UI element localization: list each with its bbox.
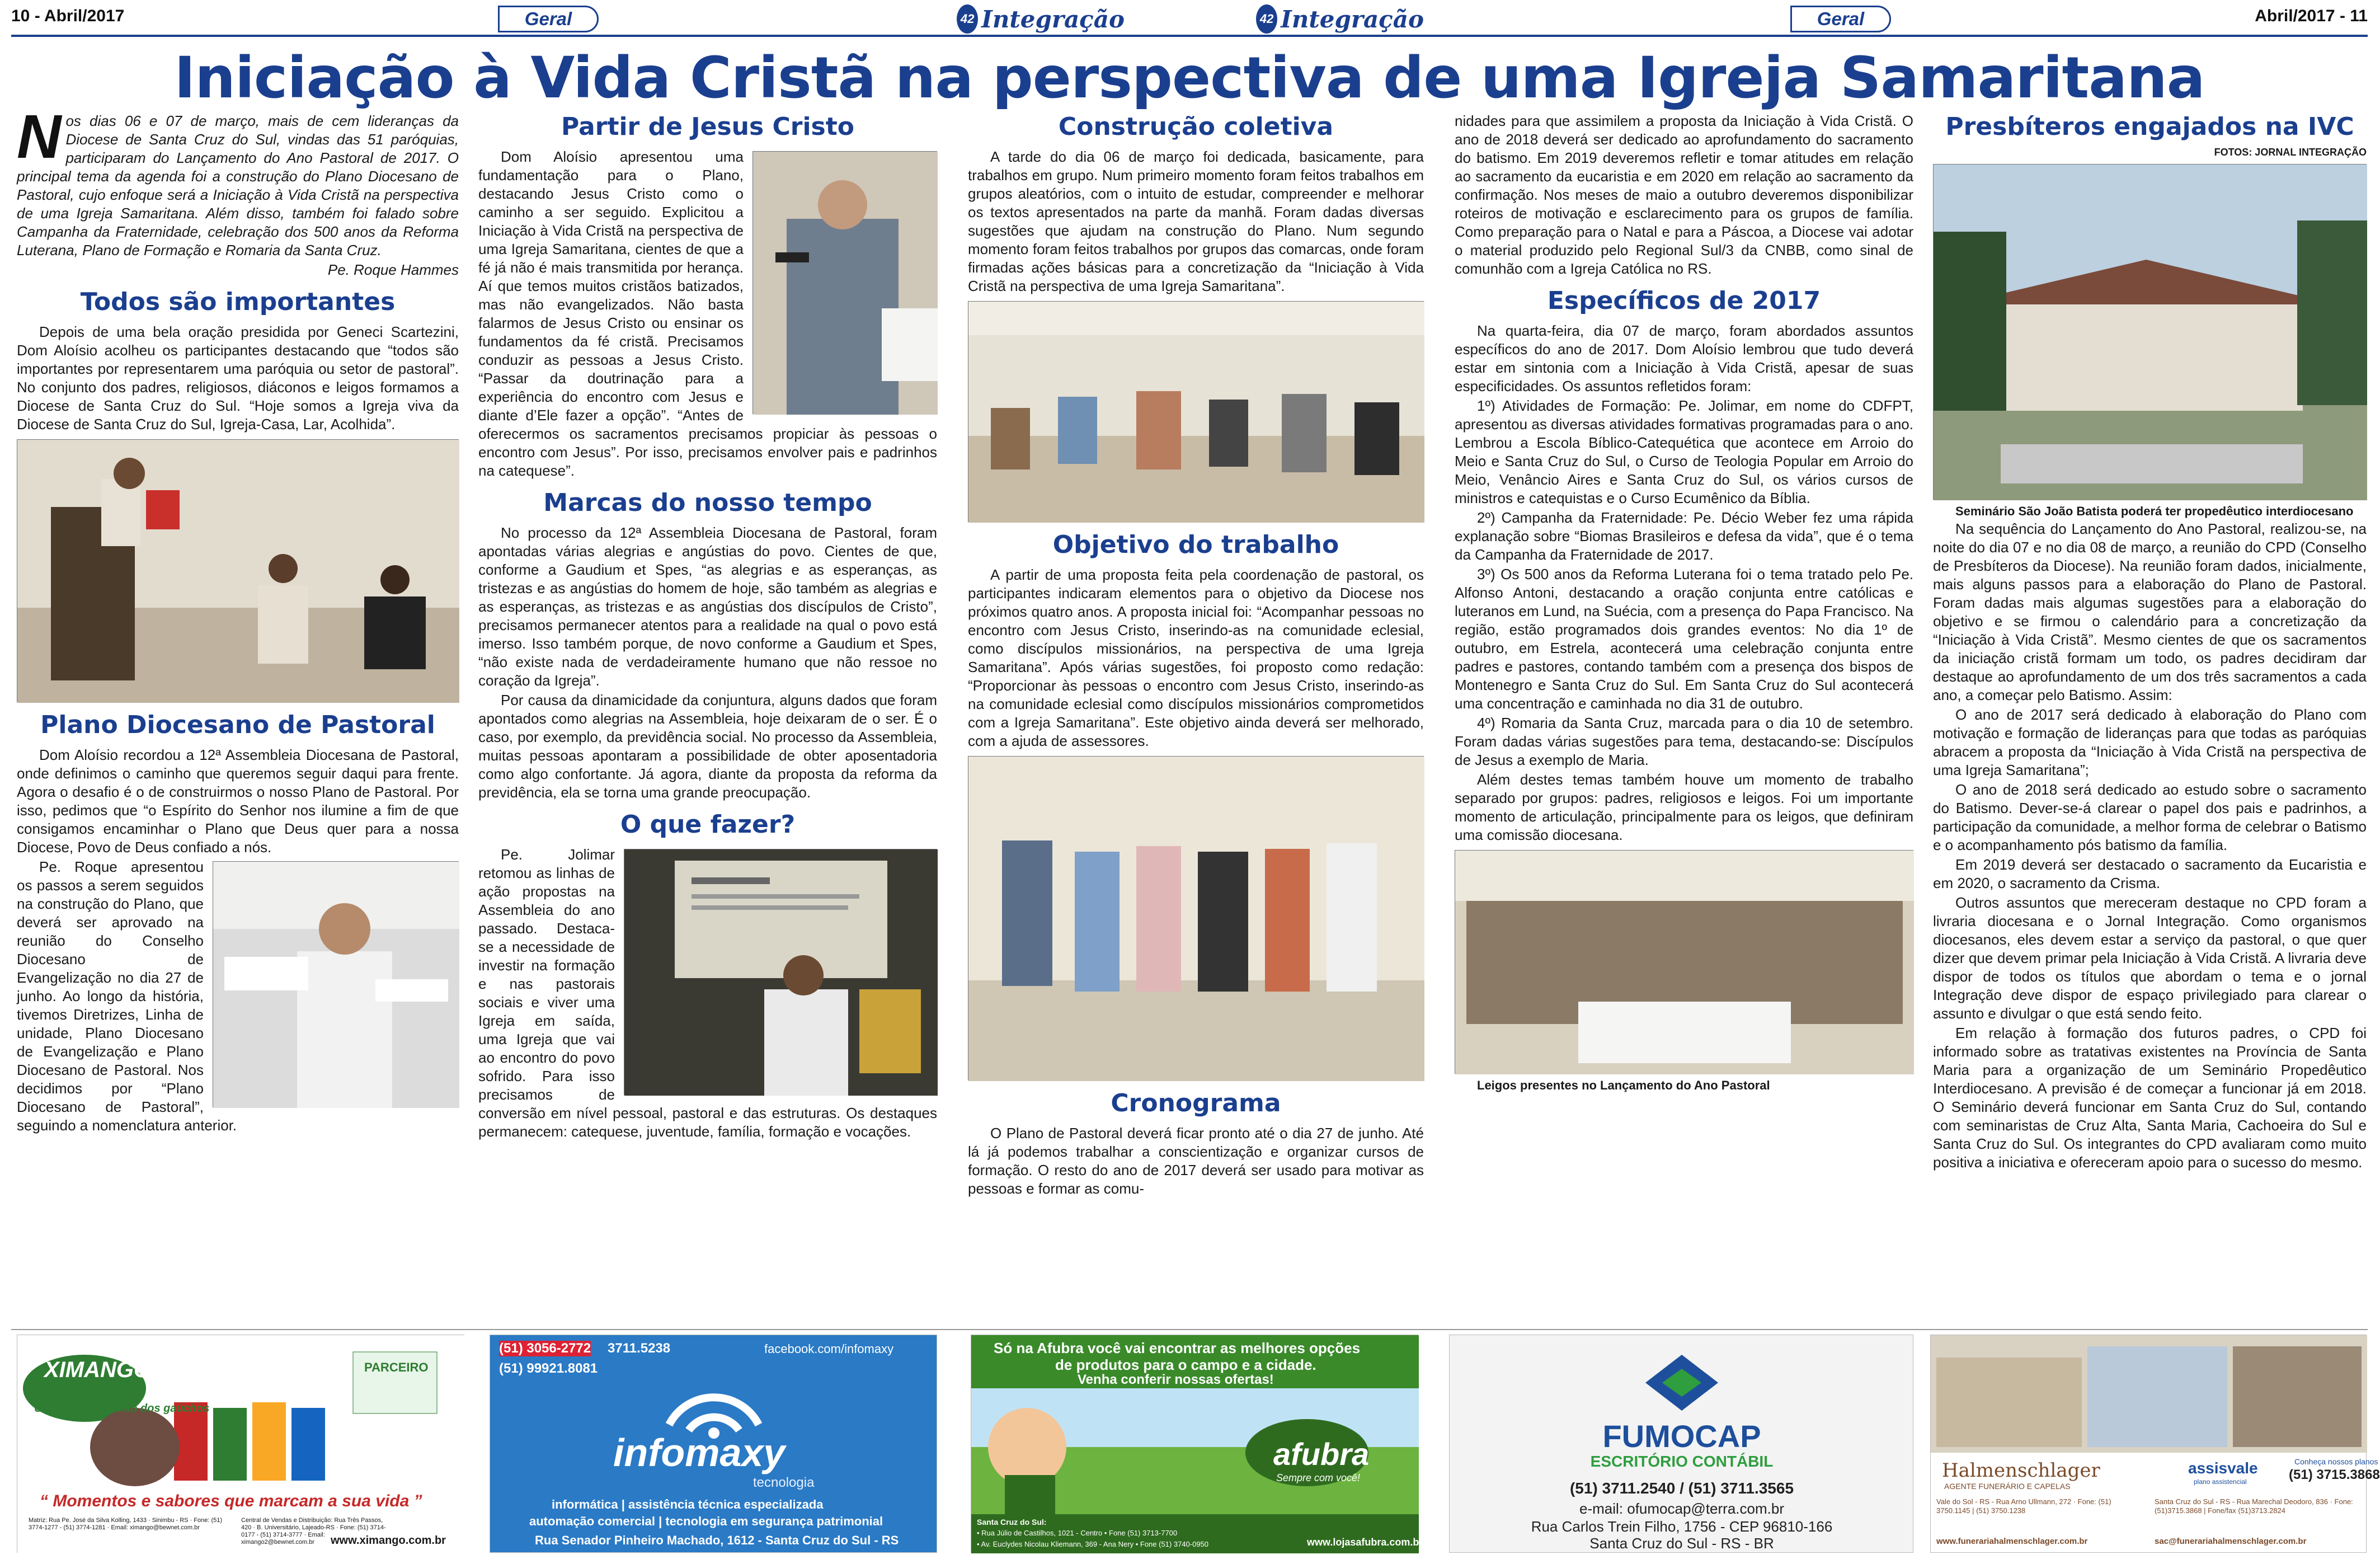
ximango-central: Central de Vendas e Distribuição: Rua Três Passos, 420 · B. Universitário, Lajeado-RS · Fone: (51) 3714-0177 - (51) 3714-3777 · Email: ximango2@bewnet.com.br	[241, 1517, 386, 1546]
paragraph: O ano de 2017 será dedicado à elaboração do Plano com motivação e formação de lideranças para que todas as paróquias abracem a proposta da “Iniciação à Vida Cristã na perspectiva de uma Igreja Samaritana”;	[1933, 706, 2367, 778]
afubra-headline1: Só na Afubra você vai encontrar as melhores opções	[994, 1340, 1361, 1356]
paragraph: Depois de uma bela oração presidida por Geneci Scartezini, Dom Aloísio acolheu os participantes destacando que “todos são importantes por representarem uma paróquia ou setor de pastoral”. No conjunto dos padres, religiosos, diáconos e leigos formamos a Diocese de Santa Cruz do Sul. “Hoje somos a Igreja viva da Diocese de Santa Cruz do Sul, Igreja-Casa, Lar, Acolhida”.	[17, 323, 459, 433]
ximango-tag: Uma grande paixão dos gaúchos	[34, 1402, 210, 1415]
paragraph: 1º) Atividades de Formação: Pe. Jolimar, em nome do CDFPT, apresentou as diversas atividades formativas programadas para o ano. Lembrou a Escola Bíblico-Catequética que acontece em Arroio do Meio e Santa Cruz do Sul, o Curso de Teologia Popular em Arroio do Meio, Venâncio Aires e Santa Cruz do Sul, os vários cursos de ministros e catequistas e o Curso Ecumênico da Bíblia.	[1455, 397, 1913, 506]
paragraph: nidades para que assimilem a proposta da Iniciação à Vida Cristã. O ano de 2018 deverá ser dedicado ao aprofundamento do sacramento do batismo. Em 2019 deveremos refletir e tomar atitudes em relação ao sacramento da eucaristia e em 2020 em relação ao sacramento da confirmação. Nos meses de maio a outubro deveremos disponibilizar roteiros de motivação e esclarecimento para os grupos de família. Como preparação para o Natal e para a Páscoa, a Diocese vai adotar o material produzido pelo Regional Sul/3 da CNBB, como sinal de comunhão com a Igreja Católica no RS.	[1455, 112, 1913, 277]
halmenschlager-brand: Halmenschlager	[1942, 1459, 2100, 1482]
paragraph: Pe. Jolimar retomou as linhas de ação propostas na Assembleia do ano passado. Destaca-se a necessidade de investir na formação e nas pastorais sociais e viver uma Igreja em saída, uma Igreja que vai ao encontro do povo sofrido. Para isso precisamos de conversão em nível pessoal, pastoral e das estruturas. Os destaques permanecem: catequese, juventude, família, formação e vocações.	[478, 846, 937, 1140]
photo-pe-roque	[213, 861, 459, 1107]
halmenschlager-vale: Vale do Sol - RS - Rua Arno Ullmann, 272 · Fone: (51) 3750.1145 | (51) 3750.1238	[1936, 1497, 2111, 1515]
column-2	[478, 112, 937, 1321]
infomaxy-sub: tecnologia	[753, 1475, 815, 1490]
infomaxy-address: Rua Senador Pinheiro Machado, 1612 - Santa Cruz do Sul - RS	[535, 1533, 899, 1547]
fumocap-city: Santa Cruz do Sul - RS - BR	[1589, 1535, 1774, 1552]
anniversary-badge: 42	[1256, 4, 1277, 34]
afubra-brand: afubra	[1273, 1436, 1370, 1472]
infomaxy-line2: automação comercial | tecnologia em segurança patrimonial	[529, 1514, 883, 1528]
afubra-site[interactable]: www.lojasafubra.com.br	[1307, 1537, 1423, 1548]
ximango-slogan: “ Momentos e sabores que marcam a sua vida ”	[40, 1492, 422, 1510]
photo-leigos-group	[1455, 850, 1913, 1074]
paragraph: Em 2019 deverá ser destacado o sacramento da Eucaristia e em 2020, o sacramento da Crisma.	[1933, 856, 2367, 891]
photo-illustration	[1934, 165, 2367, 500]
article-title: Iniciação à Vida Cristã na perspectiva de uma Igreja Samaritana	[174, 45, 2205, 111]
photo-caption: Seminário São João Batista poderá ter propedêutico interdiocesano	[1955, 504, 2354, 518]
photo-illustration	[1455, 851, 1914, 1074]
photo-caption: Leigos presentes no Lançamento do Ano Pastoral	[1477, 1078, 1770, 1092]
fumocap-address: Rua Carlos Trein Filho, 1756 - CEP 96810-166	[1531, 1518, 1833, 1535]
afubra-city: Santa Cruz do Sul:	[977, 1518, 1047, 1527]
ad-halmenschlager[interactable]	[1930, 1335, 2380, 1553]
ads-divider	[11, 1329, 2368, 1330]
photo-group-work	[968, 301, 1424, 522]
lead-text: os dias 06 e 07 de março, mais de cem lideranças da Diocese de Santa Cruz do Sul, vindas das 51 paróquias, participaram do Lançamento do Ano Pastoral de 2017. O principal tema da agenda foi a construção do Plano Diocesano de Pastoral, cujo enfoque será a Iniciação à Vida Cristã na perspectiva de uma Igreja Samaritana. Além disso, também foi falado sobre Campanha da Fraternidade, celebração dos 500 anos da Reforma Luterana, Plano de Formação e Romaria da Santa Cruz.	[17, 112, 459, 259]
paragraph: Na quarta-feira, dia 07 de março, foram abordados assuntos específicos do ano de 2017. Dom Aloísio lembrou que tudo deverá estar em sintonia com a Iniciação à Vida Cristã, apesar de suas especificidades. Os assuntos refletidos foram:	[1455, 322, 1913, 394]
assisvale-brand: assisvale	[2188, 1459, 2258, 1477]
photo-seminary	[1933, 164, 2367, 500]
article-lead	[17, 102, 459, 260]
photo-credit: FOTOS: JORNAL INTEGRAÇÃO	[2214, 147, 2367, 158]
afubra-headline3: Venha conferir nossas ofertas!	[1078, 1372, 1274, 1387]
afubra-headline2: de produtos para o campo e a cidade.	[1055, 1356, 1316, 1373]
subheading-presbiteros: Presbíteros engajados na IVC	[1945, 112, 2354, 141]
photo-illustration	[968, 757, 1424, 1081]
afubra-slogan: Sempre com você!	[1276, 1472, 1361, 1483]
paragraph: Dom Aloísio apresentou uma fundamentação para o Plano, destacando Jesus Cristo como o caminho a ser seguido. Explicitou a Iniciação à Vida Cristã na perspectiva de uma Igreja Samaritana, cientes de que a fé já não é mais transmitida por herança. Aí que temos muitos cristãos batizados, mas não evangelizados. Não basta falarmos de Jesus Cristo ou ensinar os fundamentos da fé cristã. Precisamos conduzir as pessoas a Jesus Cristo. “Passar da doutrinação para a experiência do encontro com Jesus e diante d’Ele fazer a opção”. “Antes de oferecermos os sacramentos precisamos propiciar às pessoas o encontro com Jesus”. Por isso, precisamos envolver pais e padrinhos na catequese”.	[478, 148, 937, 479]
subheading-objetivo: Objetivo do trabalho	[1052, 530, 1339, 559]
wifi-icon	[658, 1380, 770, 1436]
subheading-cronograma: Cronograma	[1111, 1089, 1281, 1117]
paragraph: A partir de uma proposta feita pela coordenação de pastoral, os participantes indicaram elementos para o objetivo da Diocese nos próximos quatro anos. A proposta inicial foi: “Acompanhar pessoas no encontro com Jesus Cristo, inserindo-as na comunidade eclesial, como discípulos missionários, na perspectiva de uma Igreja Samaritana”. Após várias sugestões, foi proposto como redação: “Proporcionar às pessoas o encontro com Jesus Cristo, inserindo-as na comunidade eclesial como discípulos missionários comprometidos com a Igreja Samaritana”. Este objetivo ainda deverá ser melhorado, com a ajuda de assessores.	[968, 566, 1424, 749]
photo-illustration	[624, 849, 938, 1096]
afubra-addr2: • Av. Euclydes Nicolau Kliemann, 369 - Ana Nery • Fone (51) 3740-0950	[977, 1540, 1209, 1548]
paragraph: 2º) Campanha da Fraternidade: Pe. Décio Weber fez uma rápida explanação sobre “Biomas Brasileiros e defesa da vida”, que é o tema da Campanha da Fraternidade de 2017.	[1455, 509, 1913, 563]
subheading-construcao: Construção coletiva	[1058, 112, 1334, 141]
ad-infomaxy[interactable]	[490, 1335, 937, 1553]
drop-cap: N	[17, 102, 62, 171]
infomaxy-phone3: (51) 99921.8081	[499, 1361, 598, 1376]
newspaper-logo-right	[1256, 3, 1424, 35]
column-4	[1455, 112, 1913, 1321]
subheading-partir: Partir de Jesus Cristo	[561, 112, 854, 141]
photo-speaker-at-podium	[17, 439, 459, 702]
infomaxy-phone1: (51) 3056-2772	[499, 1341, 591, 1356]
infomaxy-line1: informática | assistência técnica especializada	[552, 1497, 824, 1511]
ximango-brand: XIMANGO	[44, 1358, 152, 1382]
halmenschlager-sub: AGENTE FUNERÁRIO E CAPELAS	[1944, 1482, 2071, 1491]
subheading-especificos: Específicos de 2017	[1547, 287, 1821, 315]
newspaper-name: Integração	[1281, 5, 1424, 33]
infomaxy-facebook[interactable]: facebook.com/infomaxy	[764, 1342, 894, 1356]
fumocap-brand: FUMOCAP	[1602, 1419, 1761, 1454]
paragraph: Dom Aloísio recordou a 12ª Assembleia Diocesana de Pastoral, onde definimos o caminho que queremos seguir daqui para frente. Agora o desafio é o de construirmos o nosso Plano de Pastoral. Por isso, pedimos que “o Espírito do Senhor nos ilumine a fim de que consigamos encaminhar o Plano que Deus quer para a nossa Diocese, Povo de Deus confiado a nós.	[17, 746, 459, 856]
assisvale-sub: plano assistencial	[2194, 1478, 2247, 1486]
ximango-site[interactable]: www.ximango.com.br	[331, 1534, 446, 1547]
ximango-matriz: Matriz: Rua Pe. José da Silva Kolling, 1433 · Sinimbu - RS · Fone: (51) 3774-1277 - (51) 3774-1281 · Email: ximango@bewnet.com.br	[29, 1517, 223, 1531]
page-number-left: 10 - Abril/2017	[11, 7, 125, 25]
paragraph: Por causa da dinamicidade da conjuntura, alguns dados que foram apontados como alegrias na Assembleia, hoje deixaram de o ser. É o caso, por exemplo, da previdência social. No processo da Assembleia, muitas pessoas apontaram a possibilidade de obter aposentadoria como algo confortante. Já agora, diante da proposta da reforma da previdência, ela se torna uma grande preocupação.	[478, 692, 937, 801]
afubra-addr1: • Rua Júlio de Castilhos, 1021 - Centro • Fone (51) 3713-7700	[977, 1529, 1178, 1537]
paragraph: Na sequência do Lançamento do Ano Pastoral, realizou-se, na noite do dia 07 e no dia 08 de março, a reunião do CPD (Conselho de Presbíteros da Diocese). Na reunião foram dados, inicialmente, mais alguns passos para a elaboração do Plano de Pastoral. Foram dadas mais algumas sugestões para a elaboração do objetivo e se firmou o calendário para a concretização da “Iniciação à Vida Cristã”. Mesmo cientes de que os sacramentos da iniciação cristã formam um todo, os padres decidiram dar destaque ao aprofundamento de um dos três sacramentos a cada ano, a começar pelo Batismo. Assim:	[1933, 520, 2367, 703]
paragraph: A tarde do dia 06 de março foi dedicada, basicamente, para trabalhos em grupo. Num primeiro momento foram feitos trabalhos em grupos aleatórios, com o intuito de estudar, compreender e melhorar os textos apresentados na parte da manhã. Foram dadas diversas sugestões que ajudam na construção do Plano. Num segundo momento foram feitos trabalhos por grupos das comarcas, onde foram firmadas ações básicas para a concretização da “Iniciação à Vida Cristã na perspectiva de uma Igreja Samaritana”.	[968, 148, 1424, 294]
halmenschlager-scs: Santa Cruz do Sul - RS - Rua Marechal Deodoro, 836 · Fone: (51)3715.3868 | Fone/fax (51)3713.2824	[2155, 1497, 2353, 1515]
paragraph: O Plano de Pastoral deverá ficar pronto até o dia 27 de junho. Até lá já podemos trabalhar a conscientização e organizar cursos de formação. O resto do ano de 2017 deverá ser usado para motivar as pessoas e formar as comu-	[968, 1125, 1424, 1197]
photo-illustration	[17, 440, 459, 703]
author-signature: Pe. Roque Hammes	[327, 261, 459, 278]
photo-dom-aloisio	[752, 151, 937, 414]
fumocap-phones: (51) 3711.2540 / (51) 3711.3565	[1569, 1480, 1794, 1497]
fumocap-logo-icon	[1643, 1352, 1721, 1413]
halmenschlager-email[interactable]: sac@funerariahalmenschlager.com.br	[2155, 1537, 2307, 1546]
section-tag-right: Geral	[1790, 6, 1891, 32]
paragraph: No processo da 12ª Assembleia Diocesana de Pastoral, foram apontadas várias alegrias e angústias do povo. Cientes de que, conforme a Gaudium et Spes, “as alegrias e as esperanças, as tristezas e as angústias do homem de hoje, são também as alegrias e as esperanças, as tristezas e as angústias dos discípulos de Cristo”, precisamos permanecer atentos para a realidade na qual o povo está imerso. Isso também porque, de novo conforme a Gaudium et Spes, “não existe nada de verdadeiramente humano que não ressoe no coração da Igreja”.	[478, 524, 937, 689]
subheading-todos: Todos são importantes	[80, 288, 396, 316]
photo-illustration	[968, 302, 1424, 523]
subheading-marcas: Marcas do nosso tempo	[543, 489, 872, 517]
paragraph: Além destes temas também houve um momento de trabalho separado por grupos: padres, religiosos e leigos. Foi um importante momento de articulação, principalmente para os leigos, que definiram uma comissão diocesana.	[1455, 771, 1913, 843]
fumocap-email[interactable]: e-mail: ofumocap@terra.com.br	[1579, 1500, 1784, 1517]
paragraph: Em relação à formação dos futuros padres, o CPD foi informado sobre as tratativas existentes na Província de Santa Maria para a organização de um Seminário Propedêutico Interdiocesano. A previsão é de começar a funcionar já em 2018. O Seminário deverá funcionar em Santa Cruz do Sul, contando com seminaristas de Cruz Alta, Santa Maria, Cachoeira do Sul e Santa Cruz do Sul. Os integrantes do CPD avaliaram como muito positiva a iniciativa e ofereceram apoio para o sucesso do mesmo.	[1933, 1025, 2367, 1171]
header-rule	[11, 35, 2368, 37]
ximango-parceiro: PARCEIRO	[364, 1360, 429, 1374]
newspaper-name: Integração	[981, 5, 1125, 33]
anniversary-badge: 42	[957, 4, 978, 34]
infomaxy-brand: infomaxy	[613, 1431, 786, 1474]
paragraph: 3º) Os 500 anos da Reforma Luterana foi o tema tratado pelo Pe. Alfonso Antoni, destacando a oração conjunta entre católicas e luteranos em Lund, na Suécia, com a presença do Papa Francisco. Na região, estão programados dois grandes eventos: No dia 1º de outubro, em Estrela, acontecerá uma celebração conjunta entre padres e pastores, contando também com a presença dos bispos de Montenegro e Santa Cruz do Sul. Em Santa Cruz do Sul acontecerá uma concentração e caminhada no dia 31 de outubro.	[1455, 566, 1913, 712]
paragraph: Outros assuntos que mereceram destaque no CPD foram a livraria diocesana e o Jornal Integração. Como organismos diocesanos, eles devem estar a serviço da pastoral, o que quer dizer que devem primar pela Iniciação à Vida Cristã. A livraria deve dispor de todos os títulos que abordam o tema e o jornal Integração deve dispor de espaço privilegiado para clarear o assunto e divulgar o que está sendo feito.	[1933, 894, 2367, 1022]
ad-halmenschlager-photos	[1931, 1335, 2367, 1453]
photo-pe-jolimar	[624, 849, 937, 1095]
column-3	[968, 112, 1424, 1321]
subheading-o-que-fazer: O que fazer?	[620, 810, 796, 839]
photo-illustration	[753, 152, 938, 415]
ad-fumocap[interactable]	[1449, 1335, 1913, 1553]
photo-group-presentation	[968, 756, 1424, 1081]
fumocap-sub: ESCRITÓRIO CONTÁBIL	[1590, 1453, 1774, 1470]
ad-ximango[interactable]	[17, 1335, 464, 1553]
halmenschlager-site[interactable]: www.funerariahalmenschlager.com.br	[1936, 1537, 2088, 1546]
page-number-right: Abril/2017 - 11	[2255, 7, 2368, 25]
column-1	[17, 102, 459, 1321]
paragraph: O ano de 2018 será dedicado ao estudo sobre o sacramento do Batismo. Dever-se-á clarear o papel dos pais e padrinhos, a participação da comunidade, a melhor forma de celebrar o Batismo e o acompanhamento pós batismo da família.	[1933, 781, 2367, 853]
photo-illustration	[213, 862, 459, 1108]
paragraph: Pe. Roque apresentou os passos a serem seguidos na construção do Plano, que deverá ser aprovado na reunião do Conselho Diocesano de Evangelização no dia 27 de junho. Ao longo da história, tivemos Diretrizes, Linha de unidade, Plano Diocesano de Evangelização e Plano Diocesano de Pastoral. Nos decidimos por “Plano Diocesano de Pastoral”, seguindo a nomenclatura anterior.	[17, 858, 237, 1134]
ad-afubra[interactable]	[971, 1335, 1423, 1553]
subheading-plano: Plano Diocesano de Pastoral	[40, 711, 435, 739]
plans-phone: (51) 3715.3868	[2289, 1467, 2380, 1482]
plans-know: Conheça nossos planos	[2294, 1457, 2378, 1466]
paragraph: 4º) Romaria da Santa Cruz, marcada para o dia 10 de setembro. Foram dadas várias sugestões para tema, destacando-se: Discípulos de Jesus a exemplo de Maria.	[1455, 715, 1913, 768]
column-5	[1933, 112, 2367, 1321]
section-tag-left: Geral	[498, 6, 599, 32]
infomaxy-phone2: 3711.5238	[608, 1341, 671, 1356]
newspaper-logo-left	[957, 3, 1125, 35]
